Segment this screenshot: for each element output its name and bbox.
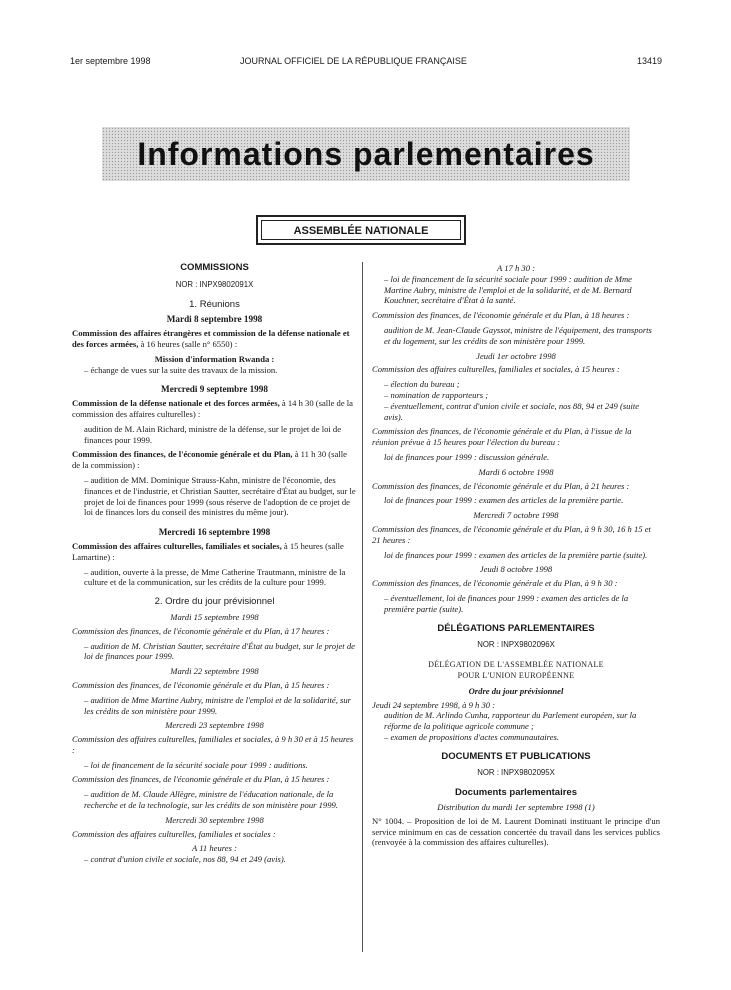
meeting-entry: Commission des affaires culturelles, familiales et sociales, à 15 heures : (372, 364, 620, 375)
meeting-date: Jeudi 24 septembre 1998, à 9 h 30 : (372, 699, 496, 710)
meeting-date: Mardi 8 septembre 1998 (166, 314, 263, 325)
meeting-entry: Commission des finances, de l'économie générale et du Plan, à 9 h 30, 16 h 15 et 21 heures : (372, 523, 651, 545)
commission-name: Commission des affaires étrangères et commission de la défense nationale et des forces armées, (72, 328, 350, 349)
agenda-item: – échange de vues sur la suite des travaux de la mission. (84, 364, 278, 375)
agenda-item: – loi de financement de la sécurité sociale pour 1999 : auditions. (84, 759, 308, 770)
meeting-time: à 14 h 30 (salle de la commission des affaires culturelles) : (72, 398, 353, 419)
meeting-date: Mardi 22 septembre 1998 (170, 666, 259, 677)
agenda-item: – audition de MM. Dominique Strauss-Kahn, ministre de l'économie, des finances et de l'industrie, et Christian Sautter, secrétaire d'État au budget, sur le projet de loi de finances pour 1999 (sous réserve de l'adoption de ce projet de loi de finances lors du conseil des ministres du même jour). (84, 474, 356, 518)
agenda-item: – nomination de rapporteurs ; (384, 389, 489, 400)
commission-name: Commission des affaires culturelles, familiales et sociales, (72, 540, 282, 551)
left-column (72, 263, 357, 869)
agenda-item: loi de finances pour 1999 : examen des articles de la première partie (suite). (384, 549, 648, 560)
document-entry: N° 1004. – Proposition de loi de M. Laurent Dominati instituant le principe d'un service minimum en cas de cessation concertée du travail dans les services publics (renvoyée à la commission des affaires culturelles). (372, 815, 660, 848)
meeting-date: Mercredi 30 septembre 1998 (165, 814, 264, 825)
delegation-name: POUR L'UNION EUROPÉENNE (457, 670, 575, 680)
meeting-entry: Commission des affaires culturelles, familiales et sociales : (72, 828, 276, 839)
subsection-ordre-du-jour: 2. Ordre du jour prévisionnel (154, 596, 275, 608)
agenda-item: – contrat d'union civile et sociale, nos 88, 94 et 249 (avis). (84, 854, 286, 865)
meeting-time: A 11 heures : (192, 843, 237, 854)
chamber-box (256, 215, 466, 245)
meeting-date: Mercredi 9 septembre 1998 (161, 384, 268, 395)
agenda-item: – élection du bureau ; (384, 379, 460, 390)
agenda-item: loi de finances pour 1999 : discussion générale. (384, 451, 550, 462)
section-documents: DOCUMENTS ET PUBLICATIONS (441, 750, 591, 762)
page-header (70, 56, 662, 70)
meeting-entry (72, 328, 357, 350)
meeting-date: Jeudi 1er octobre 1998 (476, 350, 556, 361)
meeting-entry (72, 541, 357, 563)
meeting-date: Mercredi 7 octobre 1998 (473, 510, 559, 521)
meeting-entry (72, 398, 357, 420)
meeting-date: Jeudi 8 octobre 1998 (479, 564, 553, 575)
agenda-item: audition de M. Arlindo Cunha, rapporteur du Parlement européen, sur la réforme de la politique agricole commune ; (384, 710, 637, 732)
agenda-item: – examen de propositions d'actes communautaires. (384, 731, 559, 742)
meeting-date: Mercredi 23 septembre 1998 (165, 720, 264, 731)
header-page-number: 13419 (636, 56, 662, 66)
right-column (372, 263, 660, 852)
meeting-entry: Commission des finances, de l'économie générale et du Plan, à 21 heures : (372, 480, 630, 491)
agenda-item: – loi de financement de la sécurité sociale pour 1999 : audition de Mme Martine Aubry, ministre de l'emploi et de la solidarité, et de M. Bernard Kouchner, secrétaire d'État à la santé. (384, 273, 632, 306)
agenda-item: – éventuellement, contrat d'union civile et sociale, nos 88, 94 et 249 (suite avis). (384, 400, 640, 422)
subsection-reunions: 1. Réunions (189, 298, 240, 310)
meeting-entry: Commission des finances, de l'économie générale et du Plan, à 17 heures : (72, 625, 330, 636)
meeting-entry: Commission des finances, de l'économie générale et du Plan, à 15 heures : (72, 774, 330, 785)
agenda-item: – audition de M. Claude Allègre, ministre de l'éducation nationale, de la recherche et de la technologie, sur les crédits de son ministère pour 1999. (84, 789, 338, 811)
column-divider (362, 262, 363, 952)
mission-title: Mission d'information Rwanda : (154, 353, 275, 364)
chamber-title: ASSEMBLÉE NATIONALE (261, 220, 461, 240)
agenda-item: loi de finances pour 1999 : examen des articles de la première partie. (384, 495, 624, 506)
meeting-entry: Commission des finances, de l'économie générale et du Plan, à 9 h 30 : (372, 578, 618, 589)
meeting-time: A 17 h 30 : (496, 263, 536, 273)
agenda-item: – éventuellement, loi de finances pour 1999 : examen des articles de la première partie (suite). (384, 592, 629, 614)
commission-name: Commission des finances, de l'économie générale et du Plan, (72, 449, 293, 460)
agenda-heading: Ordre du jour prévisionnel (468, 685, 564, 696)
banner-title: Informations parlementaires (137, 136, 595, 172)
meeting-date: Mardi 6 octobre 1998 (478, 466, 554, 477)
distribution-date: Distribution du mardi 1er septembre 1998 (1) (437, 802, 595, 813)
commission-name: Commission de la défense nationale et des forces armées, (72, 398, 280, 409)
delegation-name: DÉLÉGATION DE L'ASSEMBLÉE NATIONALE (428, 660, 604, 670)
meeting-time: à 15 heures (salle Lamartine) : (72, 540, 344, 562)
nor-reference: NOR : INPX9802095X (477, 768, 555, 778)
agenda-item: – audition de M. Christian Sautter, secrétaire d'État au budget, sur le projet de loi de finances pour 1999. (84, 640, 355, 662)
documents-heading: Documents parlementaires (455, 787, 577, 799)
header-date: 1er septembre 1998 (70, 56, 151, 66)
nor-reference: NOR : INPX9802096X (477, 640, 555, 650)
meeting-entry: Commission des finances, de l'économie générale et du Plan, à 18 heures : (372, 310, 630, 321)
agenda-item: audition de M. Jean-Claude Gayssot, ministre de l'équipement, des transports et du logement, sur les crédits de son ministère pour 1999. (384, 324, 652, 346)
meeting-entry (72, 449, 357, 471)
meeting-date: Mercredi 16 septembre 1998 (158, 527, 271, 538)
nor-reference: NOR : INPX9802091X (175, 279, 254, 289)
meeting-entry: Commission des finances, de l'économie générale et du Plan, à 15 heures : (72, 679, 330, 690)
meeting-entry: Commission des affaires culturelles, familiales et sociales, à 9 h 30 et à 15 heures : (72, 734, 354, 755)
agenda-item: – audition de Mme Martine Aubry, ministre de l'emploi et de la solidarité, sur les crédits de son ministère pour 1999. (84, 694, 352, 716)
section-commissions: COMMISSIONS (180, 262, 249, 273)
header-journal: JOURNAL OFFICIEL DE LA RÉPUBLIQUE FRANÇAISE (240, 56, 467, 66)
meeting-time: à 11 h 30 (salle de la commission) : (72, 449, 347, 471)
agenda-item: audition de M. Alain Richard, ministre de la défense, sur le projet de loi de finances pour 1999. (84, 423, 342, 445)
meeting-date: Mardi 15 septembre 1998 (170, 611, 259, 622)
meeting-entry: Commission des finances, de l'économie générale et du Plan, à l'issue de la réunion prévue à 15 heures pour l'élection du bureau : (372, 426, 632, 448)
meeting-time: à 16 heures (salle n° 6550) : (138, 338, 238, 349)
section-delegations: DÉLÉGATIONS PARLEMENTAIRES (437, 622, 595, 634)
agenda-item: – audition, ouverte à la presse, de Mme Catherine Trautmann, ministre de la culture et de la communication, sur les crédits de la culture pour 1999. (84, 566, 346, 588)
